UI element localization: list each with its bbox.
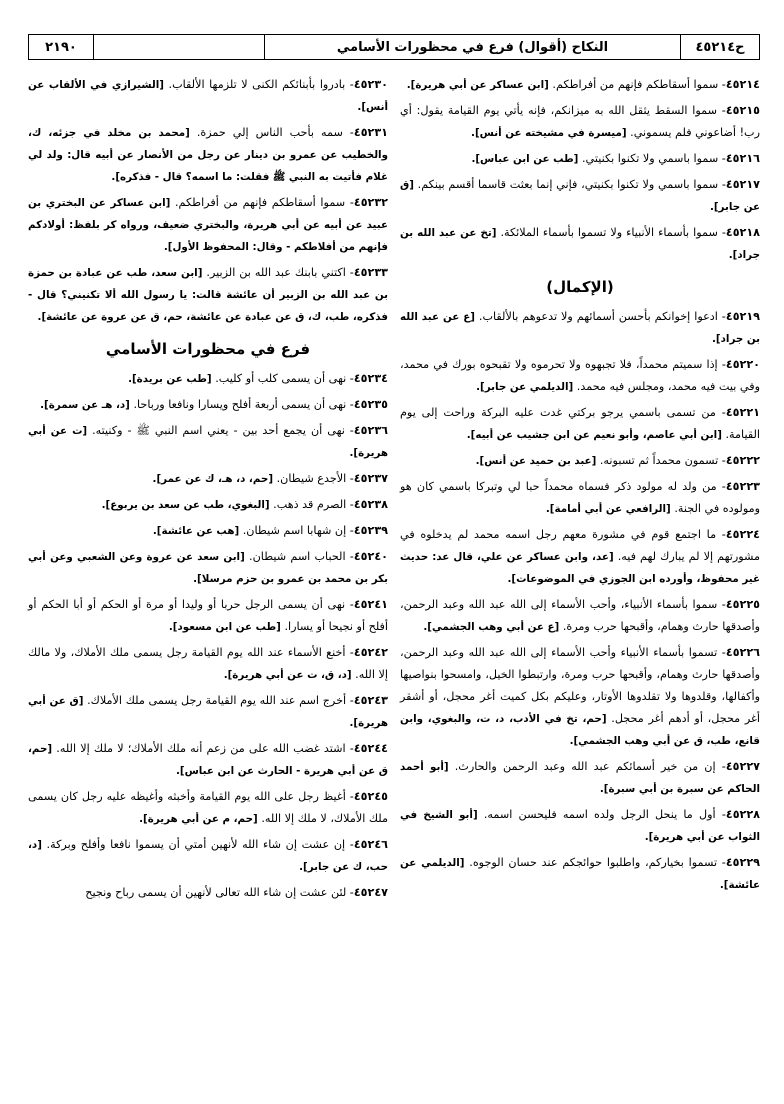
- page-header: [28, 34, 760, 60]
- hadith-entry: [400, 804, 760, 848]
- number-dash: -: [345, 838, 354, 851]
- hadith-number: ٤٥٢٣٤: [353, 372, 388, 385]
- number-dash: -: [346, 524, 354, 537]
- number-dash: -: [718, 454, 726, 467]
- hadith-entry: [28, 394, 388, 416]
- number-dash: -: [715, 760, 726, 773]
- hadith-text: أول ما ينحل الرجل ولده اسمه فليحسن اسمه.: [483, 808, 716, 821]
- hadith-number: ٤٥٢٤٥: [353, 790, 388, 803]
- hadith-source: [د، ق، ت عن أبي هريرة].: [223, 669, 352, 681]
- hadith-entry: [400, 74, 760, 96]
- number-dash: -: [346, 372, 354, 385]
- hadith-number: ٤٥٢٤٧: [353, 886, 388, 899]
- header-title: النكاح (أقوال) فرع في محظورات الأسامي: [264, 35, 680, 59]
- hadith-source: [ابن أبي عاصم، وأبو نعيم عن ابن جشيب عن أبيه].: [466, 429, 722, 441]
- number-dash: -: [346, 694, 354, 707]
- hadith-entry: [28, 122, 388, 188]
- hadith-number: ٤٥٢٣٧: [353, 472, 388, 485]
- hadith-entry: [28, 690, 388, 734]
- number-dash: -: [345, 646, 354, 659]
- hadith-number: ٤٥٢٢٤: [725, 528, 760, 541]
- hadith-source: [حم، تخ في الأدب، د، ت، والبغوي، وابن قانع، طب، ق عن أبي وهب الجشمي].: [400, 713, 760, 747]
- hadith-text: ادعوا إخوانكم بأحسن أسمائهم ولا تدعوهم بالألقاب.: [478, 310, 718, 323]
- number-dash: -: [716, 528, 726, 541]
- hadith-text: سموا السقط يثقل الله به ميزانكم، فإنه يأتي يوم القيامة يقول: أي رب! أضاعوني فلم يسموني.: [400, 104, 760, 139]
- number-dash: -: [345, 742, 354, 755]
- number-dash: -: [715, 406, 726, 419]
- right-column: [400, 74, 760, 1096]
- hadith-number: ٤٥٢٣٥: [353, 398, 388, 411]
- number-dash: -: [717, 646, 726, 659]
- hadith-text: سموا بأسماء الأنبياء، وأحب الأسماء إلى الله عبد الله وعبد الرحمن، وأصدقها حارث وهمام، وأقبحها حرب ومرة.: [400, 598, 760, 633]
- hadith-text: الحباب اسم شيطان.: [249, 550, 346, 563]
- hadith-entry: [400, 354, 760, 398]
- hadith-number: ٤٥٢٤٦: [353, 838, 388, 851]
- hadith-number: ٤٥٢٣٢: [353, 196, 389, 209]
- number-dash: -: [346, 472, 354, 485]
- number-dash: -: [345, 598, 354, 611]
- hadith-entry: [400, 222, 760, 266]
- hadith-entry: [400, 852, 760, 896]
- hadith-number: ٤٥٢٤٤: [353, 742, 388, 755]
- number-dash: -: [345, 790, 354, 803]
- hadith-number: ٤٥٢٢٠: [725, 358, 761, 371]
- hadith-number: ٤٥٢٢٦: [725, 646, 761, 659]
- number-dash: -: [345, 550, 354, 563]
- hadith-number: ٤٥٢٢٥: [725, 598, 760, 611]
- hadith-text: ما اجتمع قوم في مشورة معهم رجل اسمه محمد لم يدخلوه في مشورتهم إلا لم يبارك لهم فيه.: [400, 528, 761, 563]
- hadith-entry: [400, 524, 760, 590]
- header-page-number: ٢١٩٠: [45, 39, 77, 55]
- number-dash: -: [344, 424, 354, 437]
- hadith-source: [عد، وابن عساكر عن علي، قال عد: حديث غير محفوظ، وأورده ابن الجوزي في الموضوعات].: [400, 551, 760, 585]
- hadith-source: [ت عن أبي هريرة].: [28, 425, 388, 459]
- hadith-number: ٤٥٢١٩: [725, 310, 761, 323]
- hadith-text: إن من خير أسمائكم عبد الله وعبد الرحمن والحارث.: [454, 760, 716, 773]
- hadith-number: ٤٥٢٢٩: [725, 856, 760, 869]
- hadith-entry: [400, 402, 760, 446]
- hadith-entry: [28, 546, 388, 590]
- hadith-source: [ع عن أبي وهب الجشمي].: [423, 621, 560, 633]
- hadith-number: ٤٥٢١٧: [725, 178, 761, 191]
- hadith-text: الصرم قد ذهب.: [273, 498, 347, 511]
- hadith-text: اشتد غضب الله على من زعم أنه ملك الأملاك؛ لا ملك إلا الله.: [56, 742, 346, 755]
- hadith-number: ٤٥٢١٤: [725, 78, 760, 91]
- hadith-number: ٤٥٢٣٨: [353, 498, 388, 511]
- hadith-text: أغيظ رجل على الله يوم القيامة وأخبثه وأغيظه عليه رجل كان يسمى ملك الأملاك، لا ملك إلا الله.: [28, 790, 388, 825]
- number-dash: -: [717, 358, 726, 371]
- hadith-source: [أبو الشيخ في الثواب عن أبي هريرة].: [400, 809, 760, 843]
- hadith-entry: [28, 74, 388, 118]
- hadith-entry: [400, 476, 760, 520]
- hadith-number: ٤٥٢٣٩: [353, 524, 388, 537]
- hadith-source: [طب عن ابن مسعود].: [168, 621, 281, 633]
- hadith-source: [طب عن بريدة].: [128, 373, 212, 385]
- hadith-entry: [28, 642, 388, 686]
- hadith-source: [أبو أحمد الحاكم عن سبرة بن أبي سبرة].: [400, 761, 760, 795]
- hadith-text: بادروا بأبنائكم الكنى لا تلزمها الألقاب.: [168, 78, 346, 91]
- hadith-number: ٤٥٢١٦: [725, 152, 760, 165]
- hadith-number: ٤٥٢٢٧: [725, 760, 760, 773]
- hadith-text: تسمون محمداً ثم تسبونه.: [599, 454, 719, 467]
- hadith-entry: [28, 468, 388, 490]
- hadith-text: من ولد له مولود ذكر فسماه محمداً حبا لي وتبركا باسمي كان هو ومولوده في الجنة.: [400, 480, 760, 515]
- hadith-entry: [28, 786, 388, 830]
- hadith-source: [ق عن أبي هريرة].: [28, 695, 388, 729]
- hadith-source: [ع عن عبد الله بن جراد].: [400, 311, 760, 345]
- hadith-number: ٤٥٢٤٠: [353, 550, 388, 563]
- number-dash: -: [342, 126, 354, 139]
- hadith-source: [ابن سعد، طب عن عبادة بن حمزة بن عبد الله بن الزبير أن عائشة قالت: يا رسول الله ألا تكنيني؟ قال - فذكره، طب، ك، ق عن عبادة عن عائشة، حم، ق عن عروة عن عائشة].: [28, 267, 388, 323]
- hadith-entry: [28, 738, 388, 782]
- text-columns: [28, 74, 760, 1096]
- hadith-entry: [400, 756, 760, 800]
- hadith-number: ٤٥٢٣٦: [353, 424, 388, 437]
- hadith-number: ٤٥٢١٥: [725, 104, 760, 117]
- hadith-entry: [400, 450, 760, 472]
- hadith-source: [الديلمي عن جابر].: [476, 381, 574, 393]
- hadith-number: ٤٥٢٤١: [353, 598, 388, 611]
- hadith-entry: [400, 174, 760, 218]
- number-dash: -: [718, 78, 726, 91]
- hadith-entry: [400, 642, 760, 752]
- hadith-source: [ابن عساكر عن البختري بن عبيد عن أبيه عن أبي هريرة، والبختري ضعيف، ورواه كر بلفظ: أولادكم فإنهم من أفلاطكم - وقال: المحفوظ الأول].: [28, 197, 388, 253]
- hadith-text: اكتني بابنك عبد الله بن الزبير.: [206, 266, 346, 279]
- section-heading: فرع في محظورات الأسامي: [105, 340, 311, 358]
- hadith-source: [د، هـ عن سمرة].: [40, 399, 130, 411]
- hadith-text: نهى أن يسمى كلب أو كليب.: [215, 372, 347, 385]
- number-dash: -: [718, 178, 726, 191]
- hadith-entry: [400, 148, 760, 170]
- number-dash: -: [716, 480, 726, 493]
- number-dash: -: [718, 152, 726, 165]
- hadith-entry: [28, 368, 388, 390]
- hadith-text: لئن عشت إن شاء الله تعالى لأنهين أن يسمى رباح ونجيح: [85, 886, 347, 899]
- number-dash: -: [345, 78, 354, 91]
- hadith-source: [طب عن ابن عباس].: [471, 153, 579, 165]
- hadith-text: سموا باسمي ولا تكنوا بكنيتي، فإني إنما بعثت قاسما أقسم بينكم.: [417, 178, 719, 191]
- header-blank-cell: [93, 35, 264, 59]
- book-page: [28, 34, 760, 1096]
- hadith-number: ٤٥٢٢١: [725, 406, 760, 419]
- number-dash: -: [345, 196, 354, 209]
- hadith-text: نهى أن يسمى الرجل حربا أو وليدا أو مرة أو الحكم أو أبا الحكم أو أفلح أو نجيحا أو يسارا.: [28, 598, 388, 633]
- number-dash: -: [717, 226, 726, 239]
- hadith-number: ٤٥٢٣٣: [353, 266, 388, 279]
- hadith-text: نهى أن يسمى أربعة أفلح ويسارا ونافعا ورباحا.: [133, 398, 347, 411]
- hadith-text: سموا باسمي ولا تكنوا بكنيتي.: [581, 152, 719, 165]
- number-dash: -: [717, 856, 726, 869]
- hadith-source: [حم، م عن أبي هريرة].: [139, 813, 258, 825]
- hadith-text: أخرج اسم عند الله يوم القيامة رجل يسمى ملك الأملاك.: [87, 694, 347, 707]
- hadith-entry: [28, 594, 388, 638]
- hadith-text: من تسمى باسمي يرجو بركتي غدت عليه البركة وراحت إلى يوم القيامة.: [400, 406, 760, 441]
- header-entry-range: ح٤٥٢١٤: [680, 35, 759, 59]
- hadith-entry: [28, 420, 388, 464]
- hadith-text: أخنع الأسماء عند الله يوم القيامة رجل يسمى ملك الأملاك، ولا مالك إلا الله.: [28, 646, 388, 681]
- hadith-source: [الشيرازي في الألقاب عن أنس].: [28, 79, 388, 113]
- hadith-text: الأجدع شيطان.: [276, 472, 347, 485]
- hadith-number: ٤٥٢١٨: [725, 226, 761, 239]
- hadith-number: ٤٥٢٢٢: [725, 454, 760, 467]
- hadith-number: ٤٥٢٤٢: [353, 646, 389, 659]
- hadith-text: إذا سميتم محمداً، فلا تجبهوه ولا تحرموه ولا تقبحوه بورك في محمد، وفي بيت فيه محمد، ومجلس فيه محمد.: [400, 358, 760, 393]
- hadith-entry: [28, 494, 388, 516]
- hadith-text: سموا أسقاطكم فإنهم من أفراطكم.: [174, 196, 346, 209]
- hadith-source: [الديلمي عن عائشة].: [400, 857, 760, 891]
- hadith-source: [البغوي، طب عن سعد بن يربوع].: [101, 499, 270, 511]
- number-dash: -: [345, 266, 354, 279]
- number-dash: -: [346, 886, 354, 899]
- hadith-source: [ميسرة في مشيخته عن أنس].: [471, 127, 627, 139]
- hadith-source: [هب عن عائشة].: [152, 525, 240, 537]
- number-dash: -: [346, 498, 354, 511]
- left-column: [28, 74, 388, 1096]
- section-heading: (الإكمال): [546, 278, 614, 296]
- hadith-entry: [400, 594, 760, 638]
- hadith-entry: [28, 520, 388, 542]
- hadith-source: [ابن سعد عن عروة وعن الشعبي وعن أبي بكر بن محمد بن عمرو بن حزم مرسلا].: [28, 551, 388, 585]
- hadith-source: [محمد بن مخلد في جزئه، ك، والخطيب عن عمرو بن دينار عن رجل من الأنصار عن أبيه قال: ولد لي غلام فأتيت به النبي ﷺ فقلت: ما اسمه؟ قال - فذكره].: [28, 127, 388, 183]
- hadith-entry: [28, 262, 388, 328]
- number-dash: -: [717, 598, 726, 611]
- hadith-number: ٤٥٢٤٣: [353, 694, 388, 707]
- number-dash: -: [715, 808, 726, 821]
- hadith-source: [حم، د، هـ، ك عن عمر].: [152, 473, 274, 485]
- hadith-text: سمه بأحب الناس إلي حمزة.: [196, 126, 343, 139]
- hadith-number: ٤٥٢٢٣: [725, 480, 760, 493]
- hadith-source: [د، حب، ك عن جابر].: [28, 839, 388, 873]
- hadith-text: سموا أسقاطكم فإنهم من أفراطكم.: [552, 78, 719, 91]
- hadith-text: تسموا بأسماء الأنبياء وأحب الأسماء إلى الله عبد الله وعبد الرحمن، وأصدقها حارث وهمام، وأقبحها حرب ومرة، وارتبطوا الخيل، وامسحوا بنواصيها وأكفالها، وقلدوها ولا تقلدوها الأوتار، وعليكم بكل كميت أغر محجل، أو أشقر أغر محجل، أو أدهم أغر محجل.: [400, 646, 760, 725]
- hadith-entry: [400, 306, 760, 350]
- hadith-source: [ق عن جابر].: [400, 179, 760, 213]
- hadith-number: ٤٥٢٣٠: [353, 78, 388, 91]
- number-dash: -: [717, 310, 726, 323]
- hadith-source: [عبد بن حميد عن أنس].: [475, 455, 597, 467]
- hadith-number: ٤٥٢٢٨: [725, 808, 761, 821]
- hadith-text: إن عشت إن شاء الله لأنهين أمتي أن يسموا نافعا وأفلح وبركة.: [46, 838, 346, 851]
- hadith-text: نهى أن يجمع أحد بين - يعني اسم النبي ﷺ - وكنيته.: [92, 424, 345, 437]
- number-dash: -: [717, 104, 726, 117]
- hadith-text: إن شهابا اسم شيطان.: [242, 524, 347, 537]
- hadith-text: تسموا بخياركم، واطلبوا حوائجكم عند حسان الوجوه.: [469, 856, 718, 869]
- hadith-source: [تخ عن عبد الله بن جراد].: [400, 227, 760, 261]
- hadith-entry: [400, 100, 760, 144]
- hadith-text: سموا بأسماء الأنبياء ولا تسموا بأسماء الملائكة.: [500, 226, 718, 239]
- hadith-number: ٤٥٢٣١: [353, 126, 389, 139]
- hadith-source: [حم، ق عن أبي هريرة - الحارث عن ابن عباس].: [28, 743, 388, 777]
- number-dash: -: [346, 398, 354, 411]
- hadith-entry: [28, 882, 388, 904]
- hadith-source: [ابن عساكر عن أبي هريرة].: [406, 79, 549, 91]
- hadith-entry: [28, 834, 388, 878]
- hadith-entry: [28, 192, 388, 258]
- hadith-source: [الرافعي عن أبي أمامة].: [545, 503, 671, 515]
